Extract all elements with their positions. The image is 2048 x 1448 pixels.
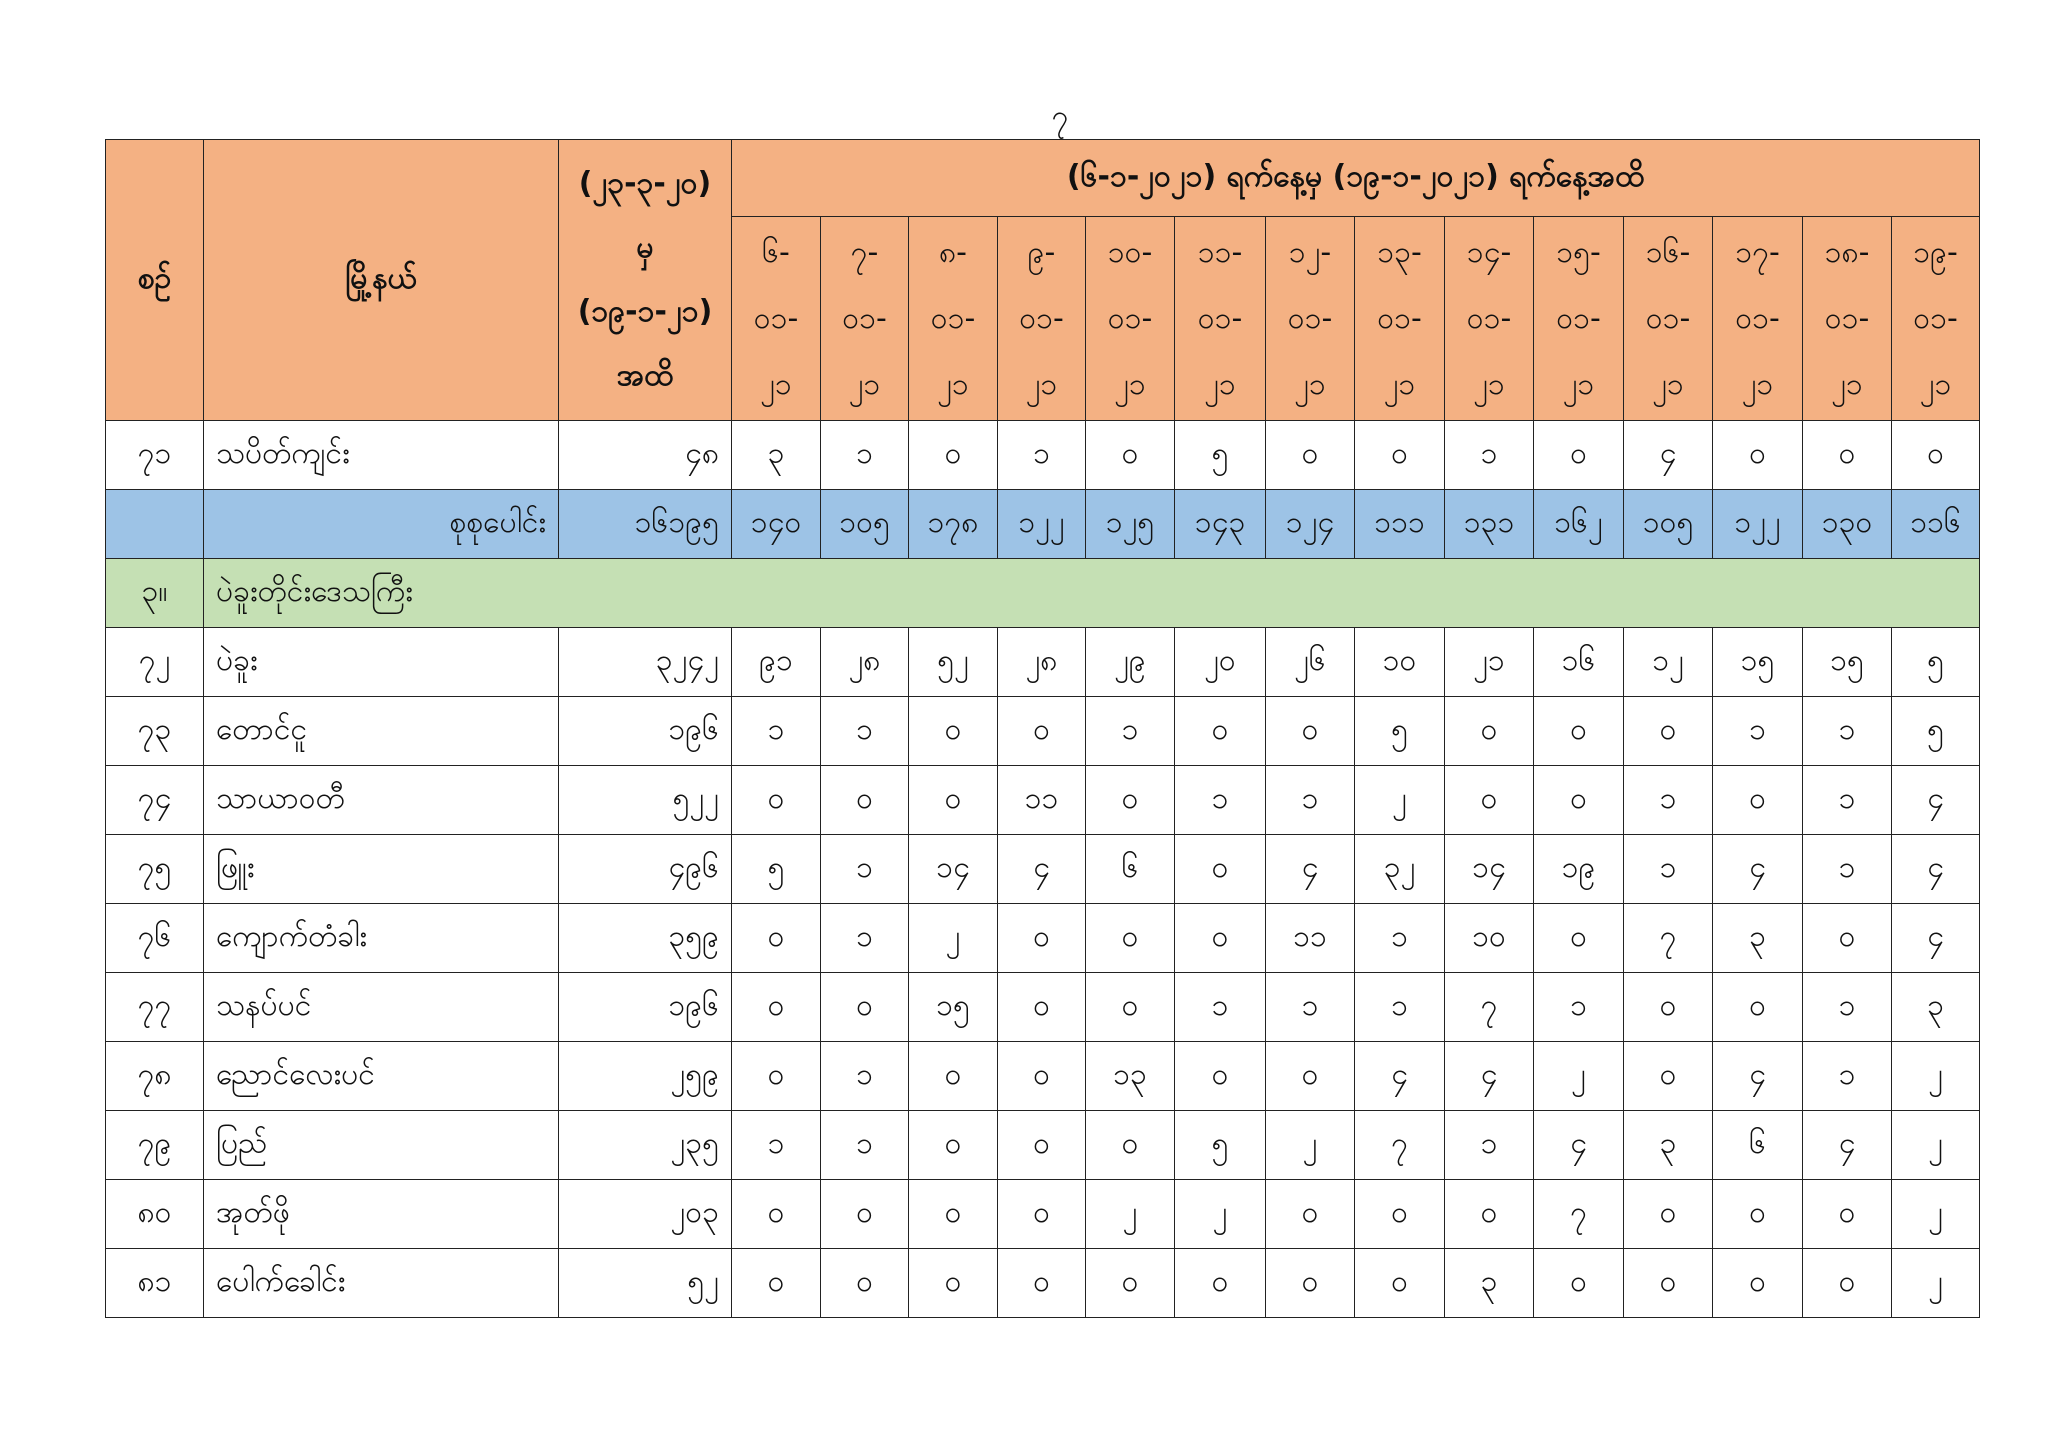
row-daily-value: ၁	[1355, 973, 1445, 1042]
row-cumulative-total: ၁၉၆	[559, 973, 732, 1042]
row-daily-value: ၁	[821, 1111, 909, 1180]
total-row-daily-value: ၁၂၂	[998, 490, 1086, 559]
row-daily-value: ၁	[1624, 766, 1713, 835]
total-row-daily-value: ၁၀၅	[821, 490, 909, 559]
header-cumulative-line: မှ	[636, 230, 654, 265]
row-daily-value: ၀	[1175, 1249, 1266, 1318]
row-daily-value: ၄	[1355, 1042, 1445, 1111]
row-daily-value: ၂၈	[821, 628, 909, 697]
row-daily-value: ၀	[1086, 904, 1175, 973]
row-daily-value: ၇	[1534, 1180, 1624, 1249]
row-daily-value: ၀	[1445, 1180, 1534, 1249]
table-row	[106, 904, 1980, 973]
table-row	[106, 1111, 1980, 1180]
header-date-part: ၀၁-	[930, 300, 976, 336]
row-daily-value: ၀	[1175, 697, 1266, 766]
row-daily-value: ၀	[1803, 1249, 1892, 1318]
row-daily-value: ၃	[1713, 904, 1803, 973]
header-date-part: ၁၂-	[1288, 234, 1332, 270]
total-row-daily-value: ၁၂၄	[1266, 490, 1355, 559]
table-row	[106, 628, 1980, 697]
total-row-daily-value: ၁၄၃	[1175, 490, 1266, 559]
row-daily-value: ၂၈	[998, 628, 1086, 697]
row-township-name: ညောင်လေးပင်	[204, 1042, 559, 1111]
header-date-part: ၀၁-	[1377, 300, 1422, 336]
row-daily-value: ၀	[1355, 1249, 1445, 1318]
header-date-part: ၁၆-	[1645, 234, 1691, 270]
row-daily-value: ၇	[1355, 1111, 1445, 1180]
row-township-name: သာယာဝတီ	[204, 766, 559, 835]
row-serial-no: ၇၆	[106, 904, 204, 973]
row-cumulative-total: ၄၈	[559, 421, 732, 490]
row-daily-value: ၁၀	[1355, 628, 1445, 697]
row-cumulative-total: ၂၀၃	[559, 1180, 732, 1249]
row-township-name: တောင်ငူ	[204, 697, 559, 766]
row-serial-no: ၇၃	[106, 697, 204, 766]
row-daily-value: ၄	[1266, 835, 1355, 904]
total-row-daily-value: ၁၂၂	[1713, 490, 1803, 559]
row-daily-value: ၁	[821, 1042, 909, 1111]
row-daily-value: ၁၆	[1534, 628, 1624, 697]
row-daily-value: ၀	[1713, 766, 1803, 835]
header-date-part: ၀၁-	[1556, 300, 1601, 336]
header-date-part: ၂၁	[1473, 366, 1505, 402]
row-daily-value: ၂	[1355, 766, 1445, 835]
row-daily-value: ၀	[1803, 421, 1892, 490]
table-row	[106, 1180, 1980, 1249]
row-daily-value: ၃	[732, 421, 821, 490]
header-date-11	[1624, 217, 1713, 421]
row-daily-value: ၀	[1266, 421, 1355, 490]
header-date-part: ၀၁-	[1107, 300, 1153, 336]
header-date-part: ၁၀-	[1107, 234, 1153, 270]
row-township-name: သနပ်ပင်	[204, 973, 559, 1042]
header-date-part: ၂၁	[848, 366, 881, 402]
header-date-part: ၂၁	[1831, 366, 1863, 402]
row-daily-value: ၀	[1892, 421, 1980, 490]
table-row	[106, 973, 1980, 1042]
row-daily-value: ၀	[1713, 1249, 1803, 1318]
row-cumulative-total: ၃၅၉	[559, 904, 732, 973]
row-cumulative-total: ၂၃၅	[559, 1111, 732, 1180]
total-row-daily-value: ၁၁၁	[1355, 490, 1445, 559]
header-date-part: ၂၁	[760, 366, 792, 402]
header-township: မြို့နယ်	[204, 140, 559, 421]
header-date-4	[998, 217, 1086, 421]
row-daily-value: ၀	[909, 1042, 998, 1111]
row-serial-no: ၇၇	[106, 973, 204, 1042]
header-cumulative-line: အထိ	[616, 358, 674, 393]
header-date-part: ၂၁	[1114, 366, 1146, 402]
row-daily-value: ၁	[1803, 835, 1892, 904]
row-daily-value: ၀	[1445, 697, 1534, 766]
row-daily-value: ၀	[1624, 1180, 1713, 1249]
row-daily-value: ၄	[1892, 766, 1980, 835]
total-row-daily-value: ၁၇၈	[909, 490, 998, 559]
table-row	[106, 1249, 1980, 1318]
row-daily-value: ၁	[1266, 766, 1355, 835]
row-daily-value: ၀	[909, 697, 998, 766]
row-daily-value: ၄	[1713, 835, 1803, 904]
region-row-name: ပဲခူးတိုင်းဒေသကြီး	[204, 559, 1980, 628]
header-cumulative-line: (၁၉-၁-၂၁)	[577, 294, 713, 329]
header-daily-range: (၆-၁-၂၀၂၁) ရက်နေ့မှ (၁၉-၁-၂၀၂၁) ရက်နေ့အထိ	[732, 140, 1980, 217]
row-daily-value: ၁	[1803, 766, 1892, 835]
row-daily-value: ၀	[1266, 1249, 1355, 1318]
row-cumulative-total: ၅၂	[559, 1249, 732, 1318]
row-daily-value: ၃	[1892, 973, 1980, 1042]
row-daily-value: ၀	[909, 421, 998, 490]
header-date-part: ၁၁-	[1197, 234, 1243, 270]
header-date-part: ၀၁-	[1824, 300, 1870, 336]
row-daily-value: ၀	[998, 1042, 1086, 1111]
header-date-part: ၀၁-	[1735, 300, 1780, 336]
row-daily-value: ၀	[1803, 904, 1892, 973]
row-daily-value: ၀	[1355, 1180, 1445, 1249]
row-daily-value: ၁	[1713, 697, 1803, 766]
row-daily-value: ၀	[1266, 1042, 1355, 1111]
row-daily-value: ၀	[998, 1180, 1086, 1249]
row-serial-no: ၇၉	[106, 1111, 204, 1180]
row-daily-value: ၀	[1086, 1249, 1175, 1318]
row-serial-no: ၈၀	[106, 1180, 204, 1249]
row-daily-value: ၀	[1355, 421, 1445, 490]
row-daily-value: ၀	[1534, 1249, 1624, 1318]
row-daily-value: ၄	[1534, 1111, 1624, 1180]
row-daily-value: ၀	[1624, 1042, 1713, 1111]
row-daily-value: ၁	[732, 697, 821, 766]
row-daily-value: ၁	[1266, 973, 1355, 1042]
row-daily-value: ၁၅	[1713, 628, 1803, 697]
row-daily-value: ၄	[998, 835, 1086, 904]
row-daily-value: ၅	[1892, 697, 1980, 766]
row-township-name: ပဲခူး	[204, 628, 559, 697]
row-daily-value: ၃	[1624, 1111, 1713, 1180]
header-date-part: ၁၈-	[1824, 234, 1870, 270]
row-daily-value: ၀	[1624, 697, 1713, 766]
row-daily-value: ၂၉	[1086, 628, 1175, 697]
header-date-13	[1803, 217, 1892, 421]
row-daily-value: ၀	[1713, 1180, 1803, 1249]
total-row-daily-value: ၁၃၀	[1803, 490, 1892, 559]
covid-cases-table	[105, 139, 1980, 1318]
row-daily-value: ၀	[821, 1249, 909, 1318]
row-daily-value: ၁	[1175, 973, 1266, 1042]
header-date-part: ၁၇-	[1735, 234, 1780, 270]
row-daily-value: ၁	[821, 835, 909, 904]
row-daily-value: ၀	[909, 766, 998, 835]
row-daily-value: ၀	[732, 1180, 821, 1249]
row-daily-value: ၀	[1713, 421, 1803, 490]
header-date-part: ၀၁-	[1466, 300, 1512, 336]
row-daily-value: ၁၃	[1086, 1042, 1175, 1111]
row-township-name: သပိတ်ကျင်း	[204, 421, 559, 490]
row-daily-value: ၀	[1175, 835, 1266, 904]
row-daily-value: ၃	[1445, 1249, 1534, 1318]
table-row	[106, 766, 1980, 835]
row-daily-value: ၅	[1175, 421, 1266, 490]
row-daily-value: ၀	[1445, 766, 1534, 835]
row-daily-value: ၄	[1892, 835, 1980, 904]
total-row-daily-value: ၁၃၁	[1445, 490, 1534, 559]
header-date-part: ၁၉-	[1913, 234, 1958, 270]
header-date-part: ၁၅-	[1556, 234, 1601, 270]
row-daily-value: ၁	[1803, 973, 1892, 1042]
row-daily-value: ၁	[998, 421, 1086, 490]
row-daily-value: ၇	[1445, 973, 1534, 1042]
row-daily-value: ၀	[732, 766, 821, 835]
row-daily-value: ၁၀	[1445, 904, 1534, 973]
header-date-part: ၂၁	[1652, 366, 1684, 402]
row-daily-value: ၂	[1892, 1180, 1980, 1249]
row-daily-value: ၀	[1624, 973, 1713, 1042]
header-date-5	[1086, 217, 1175, 421]
row-daily-value: ၁၁	[1266, 904, 1355, 973]
header-serial-no: စဉ်	[106, 140, 204, 421]
header-date-1	[732, 217, 821, 421]
row-daily-value: ၀	[821, 973, 909, 1042]
total-row-empty	[106, 490, 204, 559]
row-serial-no: ၈၁	[106, 1249, 204, 1318]
header-date-10	[1534, 217, 1624, 421]
row-township-name: ပေါက်ခေါင်း	[204, 1249, 559, 1318]
row-daily-value: ၁၅	[909, 973, 998, 1042]
header-date-part: ၉-	[1027, 234, 1056, 270]
row-daily-value: ၁	[821, 697, 909, 766]
row-serial-no: ၇၁	[106, 421, 204, 490]
total-row	[106, 490, 1980, 559]
header-date-part: ၂၁	[1919, 366, 1952, 402]
row-daily-value: ၀	[1534, 697, 1624, 766]
header-date-14	[1892, 217, 1980, 421]
row-daily-value: ၀	[1534, 421, 1624, 490]
row-daily-value: ၀	[732, 1249, 821, 1318]
row-daily-value: ၀	[909, 1249, 998, 1318]
row-daily-value: ၁	[1803, 697, 1892, 766]
header-date-part: ၀၁-	[1913, 300, 1958, 336]
row-township-name: အုတ်ဖို	[204, 1180, 559, 1249]
row-daily-value: ၆	[1713, 1111, 1803, 1180]
row-daily-value: ၁၉	[1534, 835, 1624, 904]
total-row-daily-value: ၁၆၂	[1534, 490, 1624, 559]
total-row-daily-value: ၁၂၅	[1086, 490, 1175, 559]
header-date-7	[1266, 217, 1355, 421]
row-daily-value: ၅၂	[909, 628, 998, 697]
row-cumulative-total: ၃၂၄၂	[559, 628, 732, 697]
row-daily-value: ၀	[732, 973, 821, 1042]
row-daily-value: ၀	[732, 904, 821, 973]
row-daily-value: ၁	[732, 1111, 821, 1180]
header-date-part: ၁၃-	[1377, 234, 1422, 270]
total-row-label: စုစုပေါင်း	[204, 490, 559, 559]
header-date-6	[1175, 217, 1266, 421]
header-date-3	[909, 217, 998, 421]
row-daily-value: ၄	[1624, 421, 1713, 490]
row-daily-value: ၀	[998, 697, 1086, 766]
row-daily-value: ၀	[821, 766, 909, 835]
row-daily-value: ၀	[1266, 697, 1355, 766]
row-daily-value: ၀	[1175, 904, 1266, 973]
row-daily-value: ၁	[1445, 421, 1534, 490]
row-daily-value: ၁၄	[909, 835, 998, 904]
row-township-name: ကျောက်တံခါး	[204, 904, 559, 973]
page-number: ၇	[1051, 99, 1069, 134]
row-daily-value: ၁	[1086, 697, 1175, 766]
header-date-part: ၆-	[762, 234, 790, 270]
row-daily-value: ၁	[1624, 835, 1713, 904]
row-serial-no: ၇၂	[106, 628, 204, 697]
row-daily-value: ၀	[1534, 766, 1624, 835]
header-date-part: ၂၁	[1562, 366, 1595, 402]
row-daily-value: ၁	[1355, 904, 1445, 973]
total-row-cumulative: ၁၆၁၉၅	[559, 490, 732, 559]
row-serial-no: ၇၄	[106, 766, 204, 835]
header-date-part: ၂၁	[1204, 366, 1236, 402]
row-daily-value: ၀	[998, 1249, 1086, 1318]
header-date-2	[821, 217, 909, 421]
row-daily-value: ၀	[732, 1042, 821, 1111]
row-daily-value: ၁၂	[1624, 628, 1713, 697]
row-daily-value: ၆	[1086, 835, 1175, 904]
table-row	[106, 1042, 1980, 1111]
row-daily-value: ၇	[1624, 904, 1713, 973]
total-row-daily-value: ၁၄၀	[732, 490, 821, 559]
table-row	[106, 421, 1980, 490]
header-date-part: ၂၁	[937, 366, 969, 402]
header-cumulative	[559, 140, 732, 421]
row-daily-value: ၂	[1086, 1180, 1175, 1249]
header-date-part: ၀၁-	[1645, 300, 1691, 336]
row-daily-value: ၀	[998, 904, 1086, 973]
row-daily-value: ၀	[1624, 1249, 1713, 1318]
row-daily-value: ၀	[1534, 904, 1624, 973]
header-date-part: ၂၁	[1383, 366, 1416, 402]
header-date-part: ၇-	[850, 234, 879, 270]
row-daily-value: ၁	[821, 421, 909, 490]
header-date-part: ၂၁	[1741, 366, 1774, 402]
row-daily-value: ၄	[1445, 1042, 1534, 1111]
row-daily-value: ၂	[1892, 1111, 1980, 1180]
table-row	[106, 697, 1980, 766]
header-date-part: ၀၁-	[842, 300, 887, 336]
row-daily-value: ၀	[1266, 1180, 1355, 1249]
header-date-part: ၀၁-	[1019, 300, 1064, 336]
row-daily-value: ၁၄	[1445, 835, 1534, 904]
row-daily-value: ၅	[1355, 697, 1445, 766]
row-daily-value: ၁၅	[1803, 628, 1892, 697]
row-daily-value: ၂၀	[1175, 628, 1266, 697]
row-daily-value: ၄	[1892, 904, 1980, 973]
row-daily-value: ၀	[1086, 1111, 1175, 1180]
row-daily-value: ၅	[1175, 1111, 1266, 1180]
row-serial-no: ၇၈	[106, 1042, 204, 1111]
header-cumulative-line: (၂၃-၃-၂၀)	[578, 166, 712, 201]
row-daily-value: ၀	[1086, 421, 1175, 490]
row-daily-value: ၀	[1086, 973, 1175, 1042]
header-date-part: ၂၁	[1294, 366, 1326, 402]
row-daily-value: ၁	[1534, 973, 1624, 1042]
row-township-name: ဖြူး	[204, 835, 559, 904]
row-daily-value: ၁	[1445, 1111, 1534, 1180]
row-daily-value: ၂	[1892, 1249, 1980, 1318]
total-row-daily-value: ၁၁၆	[1892, 490, 1980, 559]
header-date-part: ၁၄-	[1466, 234, 1512, 270]
header-date-part: ၀၁-	[753, 300, 799, 336]
row-daily-value: ၂	[1534, 1042, 1624, 1111]
row-daily-value: ၀	[1803, 1180, 1892, 1249]
header-date-9	[1445, 217, 1534, 421]
header-date-12	[1713, 217, 1803, 421]
row-daily-value: ၅	[732, 835, 821, 904]
total-row-daily-value: ၁၀၅	[1624, 490, 1713, 559]
row-daily-value: ၀	[909, 1180, 998, 1249]
row-daily-value: ၁၁	[998, 766, 1086, 835]
row-cumulative-total: ၁၉၆	[559, 697, 732, 766]
header-date-part: ၈-	[939, 234, 967, 270]
row-daily-value: ၂	[1266, 1111, 1355, 1180]
row-serial-no: ၇၅	[106, 835, 204, 904]
row-daily-value: ၀	[821, 1180, 909, 1249]
row-daily-value: ၂	[909, 904, 998, 973]
row-daily-value: ၄	[1713, 1042, 1803, 1111]
region-row	[106, 559, 1980, 628]
row-daily-value: ၅	[1892, 628, 1980, 697]
header-date-part: ၂၁	[1025, 366, 1058, 402]
row-daily-value: ၁	[1803, 1042, 1892, 1111]
row-cumulative-total: ၅၂၂	[559, 766, 732, 835]
header-date-8	[1355, 217, 1445, 421]
table-body	[106, 421, 1980, 1318]
row-daily-value: ၀	[998, 1111, 1086, 1180]
row-daily-value: ၄	[1803, 1111, 1892, 1180]
row-daily-value: ၁	[821, 904, 909, 973]
row-daily-value: ၃၂	[1355, 835, 1445, 904]
row-daily-value: ၂	[1175, 1180, 1266, 1249]
row-township-name: ပြည်	[204, 1111, 559, 1180]
row-cumulative-total: ၂၅၉	[559, 1042, 732, 1111]
row-daily-value: ၀	[1175, 1042, 1266, 1111]
row-daily-value: ၉၁	[732, 628, 821, 697]
row-daily-value: ၂၆	[1266, 628, 1355, 697]
row-cumulative-total: ၄၉၆	[559, 835, 732, 904]
row-daily-value: ၀	[1713, 973, 1803, 1042]
row-daily-value: ၂	[1892, 1042, 1980, 1111]
row-daily-value: ၁	[1175, 766, 1266, 835]
row-daily-value: ၀	[909, 1111, 998, 1180]
header-date-part: ၀၁-	[1287, 300, 1333, 336]
row-daily-value: ၀	[998, 973, 1086, 1042]
row-daily-value: ၂၁	[1445, 628, 1534, 697]
row-daily-value: ၀	[1086, 766, 1175, 835]
table-row	[106, 835, 1980, 904]
region-row-no: ၃။	[106, 559, 204, 628]
header-date-part: ၀၁-	[1197, 300, 1243, 336]
